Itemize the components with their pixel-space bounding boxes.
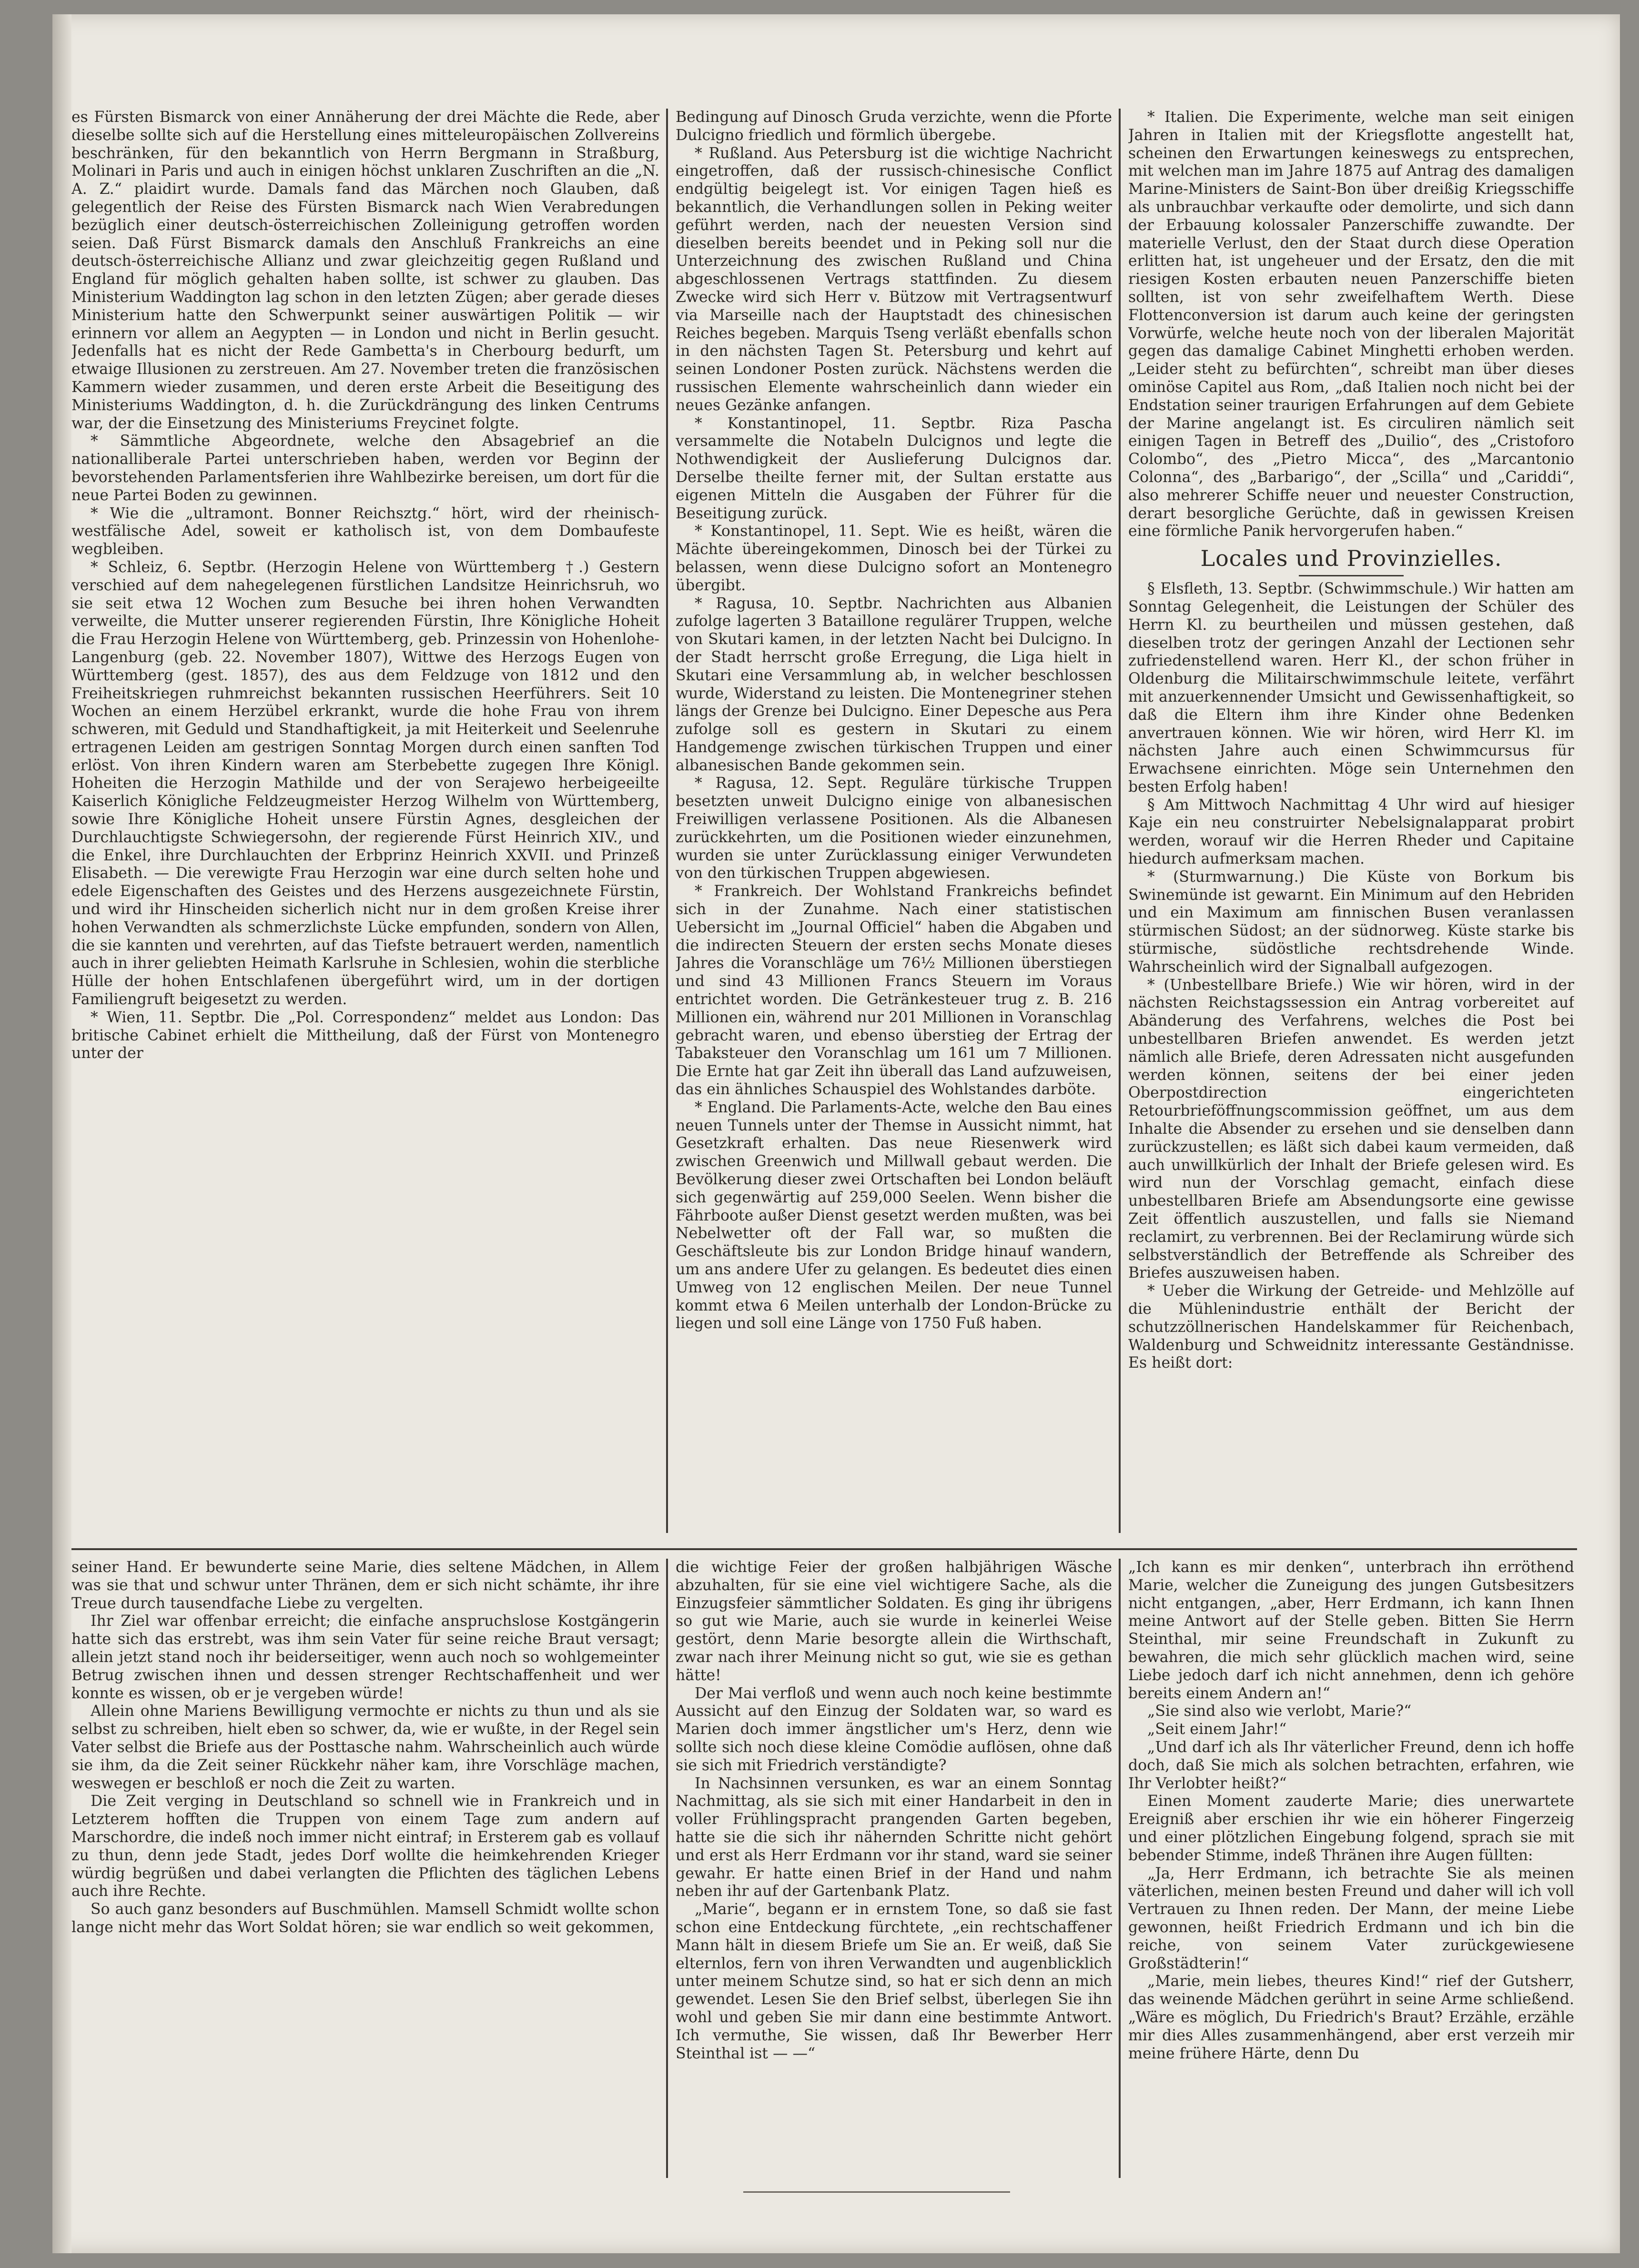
local-news-paragraph: § Elsfleth, 13. Septbr. (Schwimmschule.) Wir hatten am Sonntag Gelegenheit, die Leistungen der Schüler des Herrn Kl. zu beurtheilen und müssen gestehen, daß dieselben trotz der geringen Anzahl der Lectionen sehr zufriedenstellend waren. Herr Kl., der schon früher in Oldenburg die Militairschwimmschule leitete, verfährt mit anzuerkennender Umsicht und Gewissenhaftigkeit, so daß die Eltern ihm ihre Kinder ohne Bedenken anvertrauen können. Wie wir hören, wird Herr Kl. im nächsten Jahre auch einen Schwimmcursus für Erwachsene einrichten. Möge sein Unternehmen den besten Erfolg haben! xyxy=(1128,580,1574,796)
feuilleton-column-3 xyxy=(1128,1559,1574,2173)
news-paragraph: * Konstantinopel, 11. Septbr. Riza Pascha versammelte die Notabeln Dulcignos und legte die Nothwendigkeit der Auslieferung Dulcignos dar. Derselbe theilte ferner mit, der Sultan erstatte aus eigenen Mitteln die Ausgaben der Führer für die Beseitigung zurück. xyxy=(676,414,1112,522)
news-column-1 xyxy=(71,109,659,1528)
feuilleton-paragraph: Einen Moment zauderte Marie; dies unerwartete Ereigniß aber erschien ihr wie ein höherer Fingerzeig und einer plötzlichen Eingebung folgend, sprach sie mit bebender Stimme, indeß Thränen ihre Augen füllten: xyxy=(1128,1793,1574,1864)
section-heading: Locales und Provinzielles. xyxy=(1200,545,1502,572)
local-news-paragraph: § Am Mittwoch Nachmittag 4 Uhr wird auf hiesiger Kaje ein neu construirter Nebelsignalapparat probirt werden, worauf wir die Herren Rheder und Capitaine hiedurch aufmerksam machen. xyxy=(1128,796,1574,868)
feuilleton-paragraph: Ihr Ziel war offenbar erreicht; die einfache anspruchslose Kostgängerin hatte sich das erstrebt, was ihm sein Vater für seine reiche Braut versagt; allein jetzt stand noch ihr beiderseitiger, wenn auch noch so wohlgemeinter Betrug zwischen ihnen und dessen strenger Rechtschaffenheit und wer konnte es wissen, ob er je vergeben würde! xyxy=(71,1613,659,1702)
page-binding-edge xyxy=(52,14,71,2253)
news-column-2 xyxy=(676,109,1112,1528)
feuilleton-paragraph: „Sie sind also wie verlobt, Marie?“ xyxy=(1147,1703,1412,1720)
feuilleton-paragraph: „Und darf ich als Ihr väterlicher Freund, denn ich hoffe doch, daß Sie mich als solchen betrachten, erfahren, wie Ihr Verlobter heißt?“ xyxy=(1128,1738,1574,1792)
news-paragraph: * Wien, 11. Septbr. Die „Pol. Correspondenz“ meldet aus London: Das britische Cabinet erhielt die Mittheilung, daß der Fürst von Montenegro unter der xyxy=(71,1008,659,1062)
feuilleton-paragraph: In Nachsinnen versunken, es war an einem Sonntag Nachmittag, als sie sich mit einer Handarbeit in den in voller Frühlingspracht prangenden Garten begeben, hatte sie die sich ihr nähernden Schritte nicht gehört und erst als Herr Erdmann vor ihr stand, ward sie seiner gewahr. Er hatte einen Brief in der Hand und nahm neben ihr auf der Gartenbank Platz. xyxy=(676,1774,1112,1900)
feuilleton-paragraph: seiner Hand. Er bewunderte seine Marie, dies seltene Mädchen, in Allem was sie that und schwur unter Thränen, dem er sich nicht schämte, ihr ihre Treue durch tausendfache Liebe zu vergelten. xyxy=(71,1559,659,1612)
feuilleton-paragraph: So auch ganz besonders auf Buschmühlen. Mamsell Schmidt wollte schon lange nicht mehr das Wort Soldat hören; sie war endlich so weit gekommen, xyxy=(71,1901,659,1936)
feuilleton-paragraph: „Seit einem Jahr!“ xyxy=(1147,1721,1287,1738)
feuilleton-paragraph: Allein ohne Mariens Bewilligung vermochte er nichts zu thun und als sie selbst zu schreiben, hielt eben so schwer, da, wie er wußte, in der Regel sein Vater selbst die Briefe aus der Posttasche nahm. Wahrscheinlich auch würde sie ihm, da die Zeit seiner Rückkehr näher kam, ihre Vorschläge machen, weswegen er beschloß er noch die Zeit zu warten. xyxy=(71,1703,659,1792)
local-news-paragraph: * (Unbestellbare Briefe.) Wie wir hören, wird in der nächsten Reichstagssession ein Antrag vorbereitet auf Abänderung des Verfahrens, welches die Post bei unbestellbaren Briefen anwendet. Es werden jetzt nämlich alle Briefe, deren Adressaten nicht ausgefunden werden können, seitens der bei einer jeden Oberpostdirection eingerichteten Retourbrieföffnungscommission geöffnet, um aus dem Inhalte die Absender zu ersehen und sie denselben dann zurückzustellen; es läßt sich dabei kaum vermeiden, daß auch unwillkürlich der Inhalt der Briefe gelesen wird. Es wird nun der Vorschlag gemacht, einfach diese unbestellbaren Briefe am Absendungsorte eine gewisse Zeit öffentlich auszustellen, und falls sie Niemand reclamirt, zu verbrennen. Bei der Reclamirung würde sich selbstverständlich der Betreffende als Schreiber des Briefes auszuweisen haben. xyxy=(1128,976,1574,1282)
feuilleton-paragraph: Die Zeit verging in Deutschland so schnell wie in Frankreich und in Letzterem hofften die Truppen von einem Tage zum andern auf Marschordre, die indeß noch immer nicht eintraf; in Ersterem gab es vollauf zu thun, denn jede Stadt, jedes Dorf wollte die heimkehrenden Krieger würdig begrüßen und dabei verlangten die Pflichten des täglichen Lebens auch ihre Rechte. xyxy=(71,1793,659,1900)
feuilleton-column-2 xyxy=(676,1559,1112,2173)
news-paragraph: * Italien. Die Experimente, welche man seit einigen Jahren in Italien mit der Kriegsflotte angestellt hat, scheinen den Erwartungen keineswegs zu entsprechen, mit welchen man im Jahre 1875 auf Antrag des damaligen Marine-Ministers de Saint-Bon über dreißig Kriegsschiffe als unbrauchbar verkaufte oder demolirte, und sich dann der Erbauung kolossaler Panzerschiffe zuwandte. Der materielle Verlust, den der Staat durch diese Operation erlitten hat, ist ungeheuer und der Ersatz, den die mit riesigen Kosten erbauten neuen Panzerschiffe bieten sollten, ist von sehr zweifelhaftem Werth. Diese Flottenconversion ist darum auch keine der geringsten Vorwürfe, welche heute noch von der liberalen Majorität gegen das damalige Cabinet Minghetti erhoben werden. „Leider steht zu befürchten“, schreibt man über dieses ominöse Capitel aus Rom, „daß Italien noch nicht bei der Endstation seiner traurigen Erfahrungen auf dem Gebiete der Marine angelangt ist. Es circuliren nämlich seit einigen Tagen in Betreff des „Duilio“, des „Cristoforo Colombo“, des „Pietro Micca“, des „Marcantonio Colonna“, des „Barbarigo“, der „Scilla“ und „Cariddi“, also mehrerer Schiffe neuer und neuester Construction, derart besorgliche Gerüchte, daß in gewissen Kreisen eine förmliche Panik hervorgerufen haben.“ xyxy=(1128,109,1574,540)
news-paragraph: * Ragusa, 12. Sept. Reguläre türkische Truppen besetzten unweit Dulcigno einige von albanesischen Freiwilligen verlassene Positionen. Als die Albanesen zurückkehrten, um die Positionen wieder einzunehmen, wurden sie unter Zurücklassung einiger Verwundeten von den türkischen Truppen abgewiesen. xyxy=(676,775,1112,882)
feuilleton-paragraph: „Ich kann es mir denken“, unterbrach ihn erröthend Marie, welcher die Zuneigung des jungen Gutsbesitzers nicht entgangen, „aber, Herr Erdmann, ich kann Ihnen meine Antwort auf der Stelle geben. Bitten Sie Herrn Steinthal, mir seine Freundschaft in Zukunft zu bewahren, die mich sehr glücklich machen wird, seine Liebe jedoch darf ich nicht annehmen, denn ich gehöre bereits einem Andern an!“ xyxy=(1128,1559,1574,1702)
feuilleton-paragraph: die wichtige Feier der großen halbjährigen Wäsche abzuhalten, für sie eine viel wichtigere Sache, als die Einzugsfeier sämmtlicher Soldaten. Es ging ihr übrigens so gut wie Marie, auch sie wurde in keinerlei Weise gestört, denn Marie besorgte allein die Wirthschaft, zwar nach ihrer Meinung nicht so gut, wie sie es gethan hätte! xyxy=(676,1559,1112,1684)
local-news-paragraph: * Ueber die Wirkung der Getreide- und Mehlzölle auf die Mühlenindustrie enthält der Bericht der schutzzöllnerischen Handelskammer für Reichenbach, Waldenburg und Schweidnitz interessante Geständnisse. Es heißt dort: xyxy=(1128,1282,1574,1372)
news-paragraph: * England. Die Parlaments-Acte, welche den Bau eines neuen Tunnels unter der Themse in Aussicht nimmt, hat Gesetzkraft erhalten. Das neue Riesenwerk wird zwischen Greenwich und Millwall gebaut werden. Die Bevölkerung dieser zwei Ortschaften bei London beläuft sich gegenwärtig auf 259,000 Seelen. Wenn bisher die Fährboote außer Dienst gesetzt werden mußten, was bei Nebelwetter oft der Fall war, so mußten die Geschäftsleute bis zur London Bridge hinauf wandern, um ans andere Ufer zu gelangen. Es bedeutet dies einen Umweg von 12 englischen Meilen. Der neue Tunnel kommt etwa 6 Meilen unterhalb der London-Brücke zu liegen und soll eine Länge von 1750 Fuß haben. xyxy=(676,1099,1112,1332)
news-paragraph: * Wie die „ultramont. Bonner Reichsztg.“ hört, wird der rheinisch-westfälische Adel, soweit er katholisch ist, von dem Dombaufeste wegbleiben. xyxy=(71,504,659,558)
column-rule xyxy=(1119,1559,1121,2178)
section-separator xyxy=(71,1548,1577,1550)
feuilleton-paragraph: Der Mai verfloß und wenn auch noch keine bestimmte Aussicht auf den Einzug der Soldaten war, so ward es Marien doch immer ängstlicher um's Herz, denn wie sollte sich noch diese kleine Comödie auflösen, ohne daß sie sich mit Friedrich verständigte? xyxy=(676,1684,1112,1774)
feuilleton-paragraph: „Marie“, begann er in ernstem Tone, so daß sie fast schon eine Entdeckung fürchtete, „ein rechtschaffener Mann hält in diesem Briefe um Sie an. Er weiß, daß Sie elternlos, fern von ihren Verwandten und augenblicklich unter meinem Schutze sind, so hat er sich denn an mich gewendet. Lesen Sie den Brief selbst, überlegen Sie ihn wohl und geben Sie mir dann eine bestimmte Antwort. Ich vermuthe, Sie wissen, daß Ihr Bewerber Herr Steinthal ist — —“ xyxy=(676,1901,1112,2062)
news-paragraph: * Ragusa, 10. Septbr. Nachrichten aus Albanien zufolge lagerten 3 Bataillone regulärer Truppen, welche von Skutari kamen, in der letzten Nacht bei Dulcigno. In der Stadt herrscht große Erregung, die Liga hielt in Skutari eine Versammlung ab, in welcher beschlossen wurde, Widerstand zu leisten. Die Montenegriner stehen längs der Grenze bei Dulcigno. Einer Depesche aus Pera zufolge soll es gestern in Skutari zu einem Handgemenge zwischen türkischen Truppen und einer albanesischen Bande gekommen sein. xyxy=(676,595,1112,774)
news-paragraph: * Rußland. Aus Petersburg ist die wichtige Nachricht eingetroffen, daß der russisch-chinesische Conflict endgültig beigelegt ist. Vor einigen Tagen hieß es bekanntlich, die Verhandlungen sollen in Peking weiter geführt werden, nach der neuesten Version sind dieselben bereits beendet und in Peking soll nur die Unterzeichnung des zwischen Rußland und China abgeschlossenen Vertrags stattfinden. Zu diesem Zwecke wird sich Herr v. Bützow mit Vertragsentwurf via Marseille nach der Hauptstadt des chinesischen Reiches begeben. Marquis Tseng verläßt ebenfalls schon in den nächsten Tagen St. Petersburg und kehrt auf seinen Londoner Posten zurück. Nächstens werden die russischen Elemente wahrscheinlich dann wieder ein neues Gezänke anfangen. xyxy=(676,144,1112,414)
news-paragraph: * Sämmtliche Abgeordnete, welche den Absagebrief an die nationalliberale Partei unterschrieben haben, werden vor Beginn der bevorstehenden Parlamentsferien ihre Wahlbezirke bereisen, um dort für die neue Partei Boden zu gewinnen. xyxy=(71,433,659,504)
feuilleton-column-1 xyxy=(71,1559,659,2173)
feuilleton-paragraph: „Ja, Herr Erdmann, ich betrachte Sie als meinen väterlichen, meinen besten Freund und daher will ich voll Vertrauen zu Ihnen reden. Der Mann, der meine Liebe gewonnen, heißt Friedrich Erdmann und ich bin die reiche, von seinem Vater zurückgewiesene Großstädterin!“ xyxy=(1128,1865,1574,1972)
column-rule xyxy=(666,1559,668,2178)
news-paragraph: es Fürsten Bismarck von einer Annäherung der drei Mächte die Rede, aber dieselbe sollte sich auf die Herstellung eines mitteleuropäischen Zollvereins beschränken, für den bekanntlich von Herrn Bergmann in Straßburg, Molinari in Paris und auch in einigen höchst unklaren Zuschriften an die „N. A. Z.“ plaidirt wurde. Damals fand das Märchen noch Glauben, daß gelegentlich der Reise des Fürsten Bismarck nach Wien Verabredungen bezüglich einer deutsch-österreichischen Zolleinigung getroffen worden seien. Daß Fürst Bismarck damals den Anschluß Frankreichs an eine deutsch-österreichische Allianz und zwar gleichzeitig gegen Rußland und England für möglich gehalten haben sollte, ist schwer zu glauben. Das Ministerium Waddington lag schon in den letzten Zügen; aber gerade dieses Ministerium hatte den Schwerpunkt seiner auswärtigen Politik — wir erinnern vor allem an Aegypten — in London und nicht in Berlin gesucht. Jedenfalls hat es nicht der Rede Gambetta's in Cherbourg bedurft, um etwaige Illusionen zu zerstreuen. Am 27. November treten die französischen Kammern wieder zusammen, und deren erste Arbeit die Beseitigung des Ministeriums Waddington, d. h. die Zurückdrängung des linken Centrums war, der die Einsetzung des Ministeriums Freycinet folgte. xyxy=(71,109,659,432)
feuilleton-paragraph: „Marie, mein liebes, theures Kind!“ rief der Gutsherr, das weinende Mädchen gerührt in seine Arme schließend. „Wäre es möglich, Du Friedrich's Braut? Erzähle, erzähle mir dies Alles zusammenhängend, aber erst verzeih mir meine frühere Härte, denn Du xyxy=(1128,1973,1574,2062)
news-paragraph: * Konstantinopel, 11. Sept. Wie es heißt, wären die Mächte übereingekommen, Dinosch bei der Türkei zu belassen, wenn diese Dulcigno sofort an Montenegro übergibt. xyxy=(676,523,1112,594)
news-paragraph: Bedingung auf Dinosch Gruda verzichte, wenn die Pforte Dulcigno friedlich und förmlich übergebe. xyxy=(676,109,1112,144)
column-rule xyxy=(666,109,668,1533)
local-news-paragraph: * (Sturmwarnung.) Die Küste von Borkum bis Swinemünde ist gewarnt. Ein Minimum auf den Hebriden und ein Maximum am finnischen Busen veranlassen stürmischen Südost; an der südnorweg. Küste starke bis stürmische, südöstliche rechtsdrehende Winde. Wahrscheinlich wird der Signalball aufgezogen. xyxy=(1128,868,1574,976)
heading-rule xyxy=(1299,575,1404,576)
news-paragraph: * Frankreich. Der Wohlstand Frankreichs befindet sich in der Zunahme. Nach einer statistischen Uebersicht im „Journal Officiel“ haben die Abgaben und die indirecten Steuern der ersten sechs Monate dieses Jahres die Voranschläge um 76½ Millionen überstiegen und sind 43 Millionen Francs Steuern im Voraus entrichtet worden. Die Getränkesteuer trug z. B. 216 Millionen ein, während nur 201 Millionen in Voranschlag gebracht waren, und ebenso überstieg der Ertrag der Tabaksteuer den Voranschlag um 161 um 7 Millionen. Die Ernte hat gar Zeit ihn überall das Land aufzuweisen, das ein ähnliches Schauspiel des Wohlstandes darböte. xyxy=(676,883,1112,1099)
news-column-3 xyxy=(1128,109,1574,1528)
news-paragraph: * Schleiz, 6. Septbr. (Herzogin Helene von Württemberg †.) Gestern verschied auf dem nahegelegenen fürstlichen Landsitze Heinrichsruh, wo sie seit etwa 12 Wochen zum Besuche bei ihren hohen Verwandten verweilte, die Mutter unserer regierenden Fürstin, Ihre Königliche Hoheit die Frau Herzogin Helene von Württemberg, geb. Prinzessin von Hohenlohe-Langenburg (geb. 22. November 1807), Wittwe des Herzogs Eugen von Württemberg (gest. 1857), des aus dem Feldzuge von 1812 und den Freiheitskriegen ruhmreichst bekannten russischen Heerführers. Seit 10 Wochen an einem Herzübel erkrankt, wurde die hohe Frau von ihrem schweren, mit Geduld und Standhaftigkeit, ja mit Heiterkeit und Seelenruhe ertragenen Leiden am gestrigen Sonntag Morgen durch einen sanften Tod erlöst. Von ihren Kindern waren am Sterbebette zugegen Ihre Königl. Hoheiten die Herzogin Mathilde und der von Serajewo herbeigeeilte Kaiserlich Königliche Feldzeugmeister Herzog Wilhelm von Württemberg, sowie Ihre Königliche Hoheit unsere Fürstin Agnes, desgleichen der Durchlauchtigste Schwiegersohn, der regierende Fürst Heinrich XIV., und die Enkel, ihre Durchlauchten der Erbprinz Heinrich XXVII. und Prinzeß Elisabeth. — Die verewigte Frau Herzogin war eine durch selten hohe und edele Eigenschaften des Geistes und des Herzens ausgezeichnete Fürstin, und wird ihr Hinscheiden sicherlich nicht nur in dem großen Kreise ihrer hohen Verwandten als schmerzlichste Lücke empfunden, sondern von Allen, die sie kannten und verehrten, auf das Tiefste betrauert werden, namentlich auch in ihrer geliebten Heimath Karlsruhe in Schlesien, wohin die sterbliche Hülle der hohen Entschlafenen übergeführt wird, um in der dortigen Familiengruft beigesetzt zu werden. xyxy=(71,558,659,1008)
column-rule xyxy=(1119,109,1121,1533)
footer-rule xyxy=(743,2191,1010,2193)
